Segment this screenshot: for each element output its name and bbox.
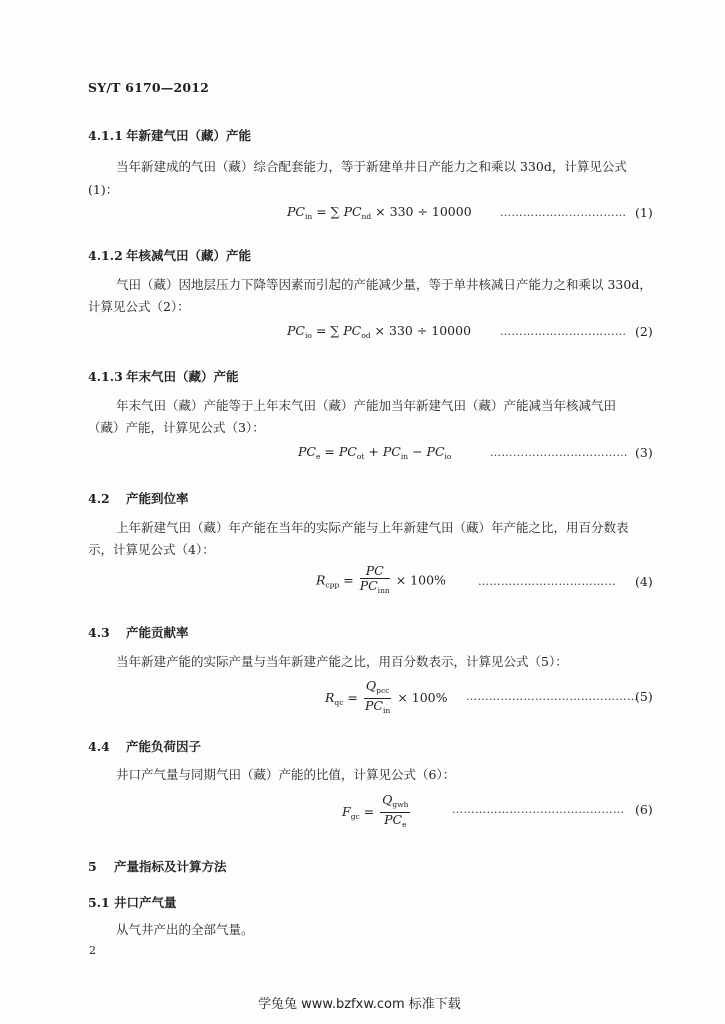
heading-title: 年核减气田（藏）产能 bbox=[126, 248, 252, 263]
heading-4-1-2 bbox=[88, 246, 251, 264]
heading-5-1 bbox=[88, 893, 177, 911]
formula-4: $R_{cpp}$ = $\frac{PC}{PC_{inn}}$ × 100% bbox=[316, 564, 446, 598]
formula-leader-dots: ……………………………………… bbox=[466, 690, 639, 703]
fraction: $\frac{Q_{gwh}}{PC_e}$ bbox=[382, 792, 409, 829]
heading-title: 年新建气田（藏）产能 bbox=[126, 128, 252, 143]
heading-number: 4.1.3 bbox=[88, 369, 123, 384]
footer-watermark: 学兔兔 www.bzfxw.com 标准下载 bbox=[258, 997, 461, 1012]
paragraph: 当年新建产能的实际产量与当年新建产能之比，用百分数表示，计算见公式（5）： bbox=[116, 654, 568, 669]
formula-number: (5) bbox=[635, 689, 653, 704]
formula-number: (1) bbox=[635, 205, 653, 220]
heading-number: 4.2 bbox=[88, 491, 110, 506]
fraction: $\frac{Q_{pcc}}{PC_{in}}$ bbox=[365, 678, 391, 715]
formula-number: (2) bbox=[635, 324, 653, 339]
heading-number: 4.1.1 bbox=[88, 128, 123, 143]
formula-leader-dots: …………………………… bbox=[500, 206, 627, 219]
heading-title: 产能贡献率 bbox=[126, 625, 189, 640]
fraction: $\frac{PC}{PC_{inn}}$ bbox=[359, 563, 390, 595]
paragraph: 年末气田（藏）产能等于上年末气田（藏）产能加当年新建气田（藏）产能减当年核减气田 bbox=[116, 398, 617, 413]
heading-4-1-1 bbox=[88, 126, 251, 144]
paragraph: 上年新建气田（藏）年产能在当年的实际产能与上年新建气田（藏）年产能之比，用百分数表 bbox=[116, 520, 629, 535]
heading-4-1-3 bbox=[88, 367, 239, 385]
heading-4-2 bbox=[88, 489, 189, 507]
paragraph-cont: （藏）产能，计算见公式（3）： bbox=[88, 420, 265, 435]
formula-number: (6) bbox=[635, 802, 653, 817]
paragraph: 气田（藏）因地层压力下降等因素而引起的产能减少量，等于单井核减日产能力之和乘以 330d， bbox=[116, 277, 652, 292]
heading-number: 5 bbox=[88, 859, 97, 874]
formula-number: (3) bbox=[635, 445, 653, 460]
formula-leader-dots: …………………………… bbox=[500, 325, 627, 338]
page-number: 2 bbox=[89, 944, 96, 957]
paragraph-cont: 示，计算见公式（4）： bbox=[88, 542, 215, 557]
formula-3: $PC_e = PC_{ot} + PC_{in} - PC_{io}$ bbox=[298, 444, 452, 461]
standard-code: SY/T 6170—2012 bbox=[88, 80, 210, 95]
heading-number: 4.3 bbox=[88, 625, 110, 640]
paragraph: 当年新建成的气田（藏）综合配套能力，等于新建单井日产能力之和乘以 330d，计算见公式 bbox=[116, 159, 627, 174]
heading-title: 年末气田（藏）产能 bbox=[126, 369, 239, 384]
formula-6: $F_{gc}$ = $\frac{Q_{gwh}}{PC_e}$ bbox=[342, 793, 412, 832]
paragraph-cont: 计算见公式（2）： bbox=[88, 299, 190, 314]
heading-4-4 bbox=[88, 737, 201, 755]
heading-title: 井口产气量 bbox=[114, 895, 177, 910]
heading-title: 产能到位率 bbox=[126, 491, 189, 506]
paragraph: 井口产气量与同期气田（藏）产能的比值，计算见公式（6）： bbox=[116, 767, 456, 782]
paragraph-cont: (1)： bbox=[88, 182, 119, 197]
heading-4-3 bbox=[88, 623, 189, 641]
formula-1: $PC_{in}$ = ∑ $PC_{nd} \times 330 \div 10000$ bbox=[287, 204, 472, 221]
formula-leader-dots: ……………………………… bbox=[478, 575, 616, 588]
paragraph: 从气井产出的全部气量。 bbox=[116, 922, 254, 937]
formula-number: (4) bbox=[635, 574, 653, 589]
formula-5: $R_{qc}$ = $\frac{Q_{pcc}}{PC_{in}}$ × 100% bbox=[325, 679, 448, 718]
formula-2: $PC_{io}$ = ∑ $PC_{od} \times 330 \div 10000$ bbox=[287, 323, 472, 340]
formula-leader-dots: ……………………………… bbox=[490, 446, 628, 459]
heading-number: 4.1.2 bbox=[88, 248, 123, 263]
heading-title: 产能负荷因子 bbox=[126, 739, 202, 754]
formula-leader-dots: ……………………………………… bbox=[452, 803, 625, 816]
heading-title: 产量指标及计算方法 bbox=[114, 859, 227, 874]
heading-number: 4.4 bbox=[88, 739, 110, 754]
heading-number: 5.1 bbox=[88, 895, 110, 910]
heading-5 bbox=[88, 857, 227, 875]
